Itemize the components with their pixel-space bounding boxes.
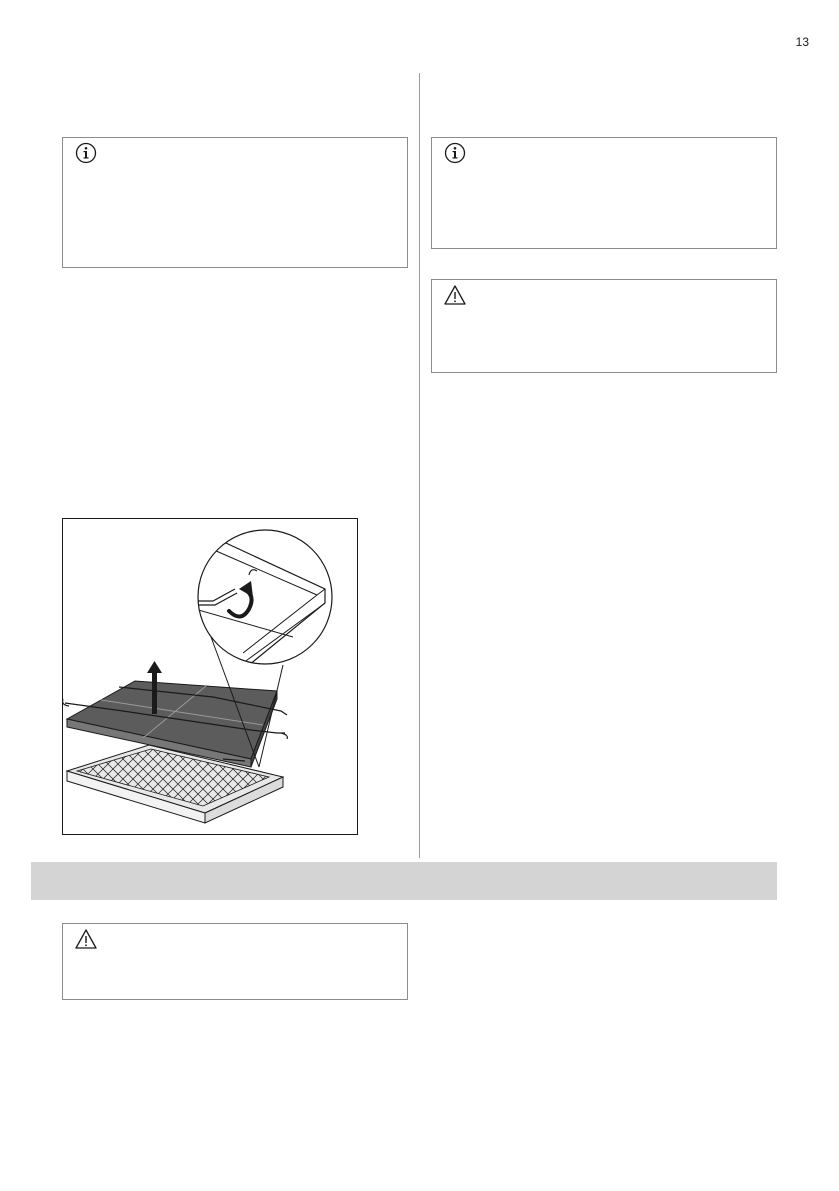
info-notice-left: [62, 137, 408, 268]
page-number: 13: [795, 35, 809, 49]
warning-icon: [443, 284, 467, 306]
filter-removal-illustration: [62, 518, 358, 835]
detail-magnifier: [195, 530, 332, 665]
info-notice-right: [431, 137, 777, 249]
section-header-band: [31, 862, 777, 900]
column-divider: [419, 73, 420, 858]
info-icon: [443, 142, 467, 164]
warning-notice-right: [431, 279, 777, 373]
info-icon: [74, 142, 98, 164]
filter-removal-drawing: [63, 519, 357, 834]
warning-notice-bottom: [62, 923, 408, 1000]
warning-icon: [74, 928, 98, 950]
